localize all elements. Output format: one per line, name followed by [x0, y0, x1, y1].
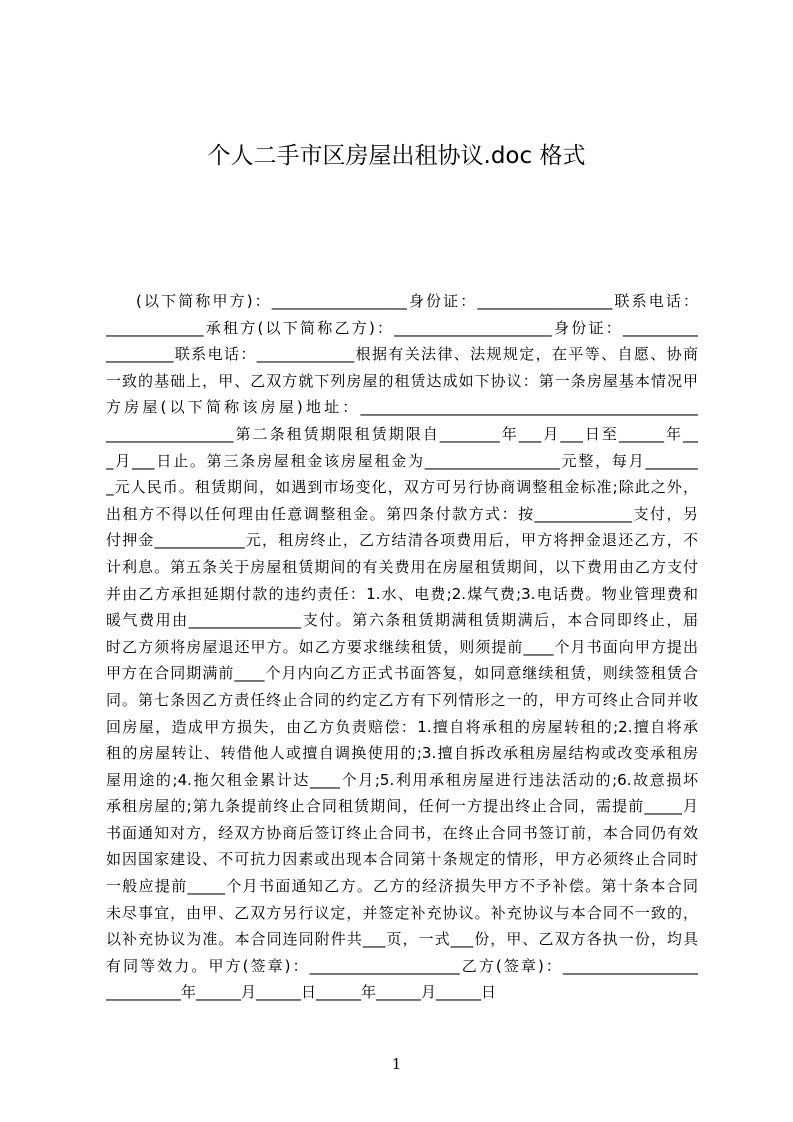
- text-line: 同。第七条因乙方责任终止合同的约定乙方有下列情形之一的，甲方可终止合同并收: [106, 690, 698, 709]
- text-line: _月___日止。第三条房屋租金该房屋租金为__________________元整，每月_______: [106, 451, 698, 470]
- text-line: 甲方在合同期满前____个月内向乙方正式书面答复，如同意继续租赁，则续签租赁合: [106, 664, 698, 683]
- document-title: 个人二手市区房屋出租协议.doc 格式: [207, 143, 586, 169]
- text-line: 时乙方须将房屋退还甲方。如乙方要求继续租赁，则须提前____个月书面向甲方提出: [106, 637, 698, 656]
- page-number: 1: [391, 1055, 402, 1073]
- text-line: 一致的基础上，甲、乙双方就下列房屋的租赁达成如下协议：第一条房屋基本情况甲: [106, 371, 698, 390]
- text-line: _________联系电话：_____________根据有关法律、法规规定，在平等、自愿、协商: [106, 345, 698, 364]
- text-line: 以补充协议为准。本合同连同附件共___页，一式___份，甲、乙双方各执一份，均具: [106, 930, 698, 949]
- text-line: 屋用途的;4.拖欠租金累计达____个月;5.利用承租房屋进行违法活动的;6.故意损坏: [106, 770, 698, 789]
- text-line: 计利息。第五条关于房屋租赁期间的有关费用在房屋租赁期间，以下费用由乙方支付: [106, 557, 698, 576]
- text-line: 暖气费用由_______________支付。第六条租赁期满租赁期满后，本合同即终止，届: [106, 611, 698, 630]
- text-line: _________________第二条租赁期限租赁期限自________年___月___日至______年__: [106, 424, 698, 443]
- text-line: _元人民币。租赁期间，如遇到市场变化，双方可另行协商调整租金标准;除此之外，: [106, 478, 698, 497]
- text-line: 租的房屋转让、转借他人或擅自调换使用的;3.擅自拆改承租房屋结构或改变承租房: [106, 744, 698, 763]
- text-line: 书面通知对方，经双方协商后签订终止合同书，在终止合同书签订前，本合同仍有效: [106, 823, 698, 842]
- text-line: 一般应提前_____个月书面通知乙方。乙方的经济损失甲方不予补偿。第十条本合同: [106, 877, 698, 896]
- text-line: 未尽事宜，由甲、乙双方另行议定，并签定补充协议。补充协议与本合同不一致的，: [106, 903, 698, 922]
- text-line: 有同等效力。甲方(签章)：____________________乙方(签章)：__________________: [106, 956, 698, 975]
- text-line: 方房屋(以下简称该房屋)地址：_____________________________________________: [106, 398, 698, 417]
- text-line: 付押金____________元，租房终止，乙方结清各项费用后，甲方将押金退还乙方，不: [106, 531, 698, 550]
- text-line: 回房屋，造成甲方损失，由乙方负责赔偿：1.擅自将承租的房屋转租的;2.擅自将承: [106, 717, 698, 736]
- text-line: (以下简称甲方)：__________________身份证：__________________联系电话：: [136, 292, 698, 310]
- document-body: [106, 288, 698, 1006]
- text-line: 并由乙方承担延期付款的违约责任：1.水、电费;2.煤气费;3.电话费。物业管理费和: [106, 584, 698, 603]
- text-line: __________年______月______日______年______月______日: [106, 983, 497, 1002]
- text-line: 出租方不得以任何理由任意调整租金。第四条付款方式：按_____________支付，另: [106, 504, 698, 523]
- text-line: 如因国家建设、不可抗力因素或出现本合同第十条规定的情形，甲方必须终止合同时: [106, 850, 698, 869]
- text-line: 承租房屋的;第九条提前终止合同租赁期间，任何一方提出终止合同，需提前_____月: [106, 797, 698, 816]
- text-line: _____________承租方(以下简称乙方)：_____________________身份证：__________: [106, 318, 698, 337]
